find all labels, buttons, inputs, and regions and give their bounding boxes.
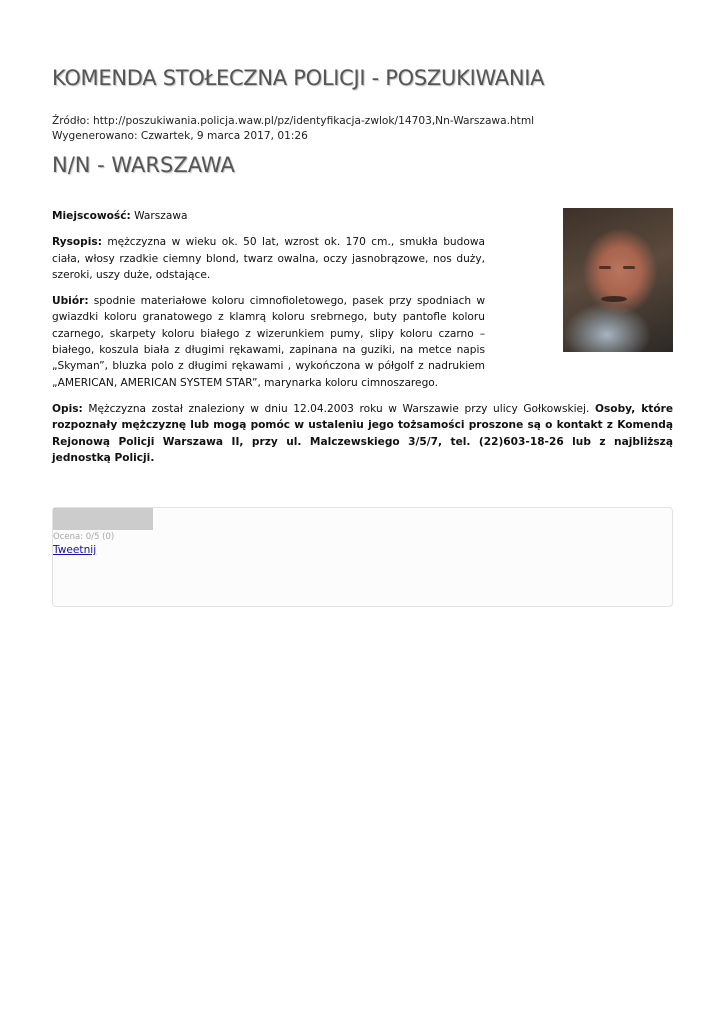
rating-score: Ocena: 0/5 (0) [53, 532, 115, 542]
notes-value: Mężczyzna został znaleziony w dniu 12.04.2003 roku w Warszawie przy ulicy Gołkowskiej. [88, 402, 590, 415]
description-paragraph [52, 234, 485, 283]
generated-line: Wygenerowano: Czwartek, 9 marca 2017, 01:26 [52, 130, 308, 142]
description-label: Rysopis: [52, 236, 102, 249]
source-line: Źródło: http://poszukiwania.policja.waw.pl/pz/identyfikacja-zwlok/14703,Nn-Warszawa.html [52, 115, 535, 127]
site-title: KOMENDA STOŁECZNA POLICJI - POSZUKIWANIA [52, 66, 545, 90]
photo-eye-shape [623, 266, 635, 269]
missing-person-photo [563, 208, 673, 352]
photo-eye-shape [599, 266, 611, 269]
notes-paragraph [52, 401, 673, 466]
page-title: N/N - WARSZAWA [52, 153, 235, 177]
article-content [52, 208, 673, 466]
rating-box [52, 507, 673, 607]
notes-contact-bold: Osoby, które rozpoznały mężczyznę lub mogą pomóc w ustaleniu jego tożsamości proszone są o kontakt z Komendą Rejonową Policji Warszawa II, przy ul. Malczewskiego 3/5/7, tel. (22)603-18-26 lub z najbliższą jednostką Policji. [52, 402, 674, 464]
document-meta [52, 114, 534, 144]
notes-section [52, 401, 673, 466]
clothing-value: spodnie materiałowe koloru cimnofioletowego, pasek przy spodniach w gwiazdki koloru granatowego z klamrą koloru srebrnego, buty pantofle koloru czarnego, skarpety koloru białego z wizerunkiem pumy, slipy koloru czarno – białego, koszula biała z długimi rękawami, zapinana na guziki, na metce napis „Skyman”, bluzka polo z długimi rękawami , wykończona w półgolf z nadrukiem „AMERICAN, AMERICAN SYSTEM STAR”, marynarka koloru cimnoszarego. [52, 295, 485, 389]
location-value: Warszawa [134, 210, 188, 222]
clothing-label: Ubiór: [52, 295, 89, 308]
photo-mustache-shape [601, 296, 627, 302]
location-label: Miejscowość: [52, 210, 131, 222]
rating-stars-bar[interactable] [53, 508, 153, 530]
location-paragraph [52, 208, 485, 224]
description-value: mężczyzna w wieku ok. 50 lat, wzrost ok. 170 cm., smukła budowa ciała, włosy rzadkie ciemny blond, twarz owalna, oczy jasnobrązowe, nos duży, szeroki, uszy duże, odstające. [52, 236, 486, 281]
notes-label: Opis: [52, 402, 83, 415]
text-column [52, 208, 485, 391]
tweet-link[interactable]: Tweetnij [53, 544, 97, 556]
clothing-paragraph [52, 293, 485, 391]
